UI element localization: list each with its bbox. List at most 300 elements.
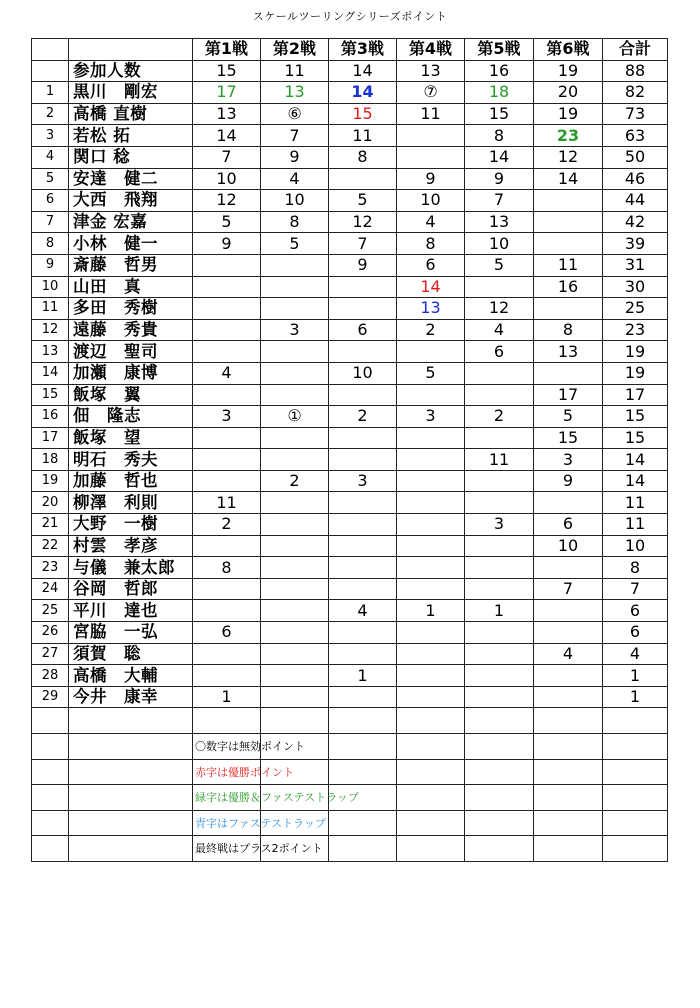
race-points [193,276,261,298]
race-points: 5 [193,211,261,233]
legend-blank [397,759,465,785]
table-row [32,622,668,644]
race-points [397,686,465,708]
total-points: 1 [603,686,668,708]
blank-cell [261,708,329,734]
rank-cell: 4 [32,146,69,168]
total-points: 14 [603,449,668,471]
race-points [329,492,397,514]
race-points: 5 [534,406,603,428]
table-row [32,362,668,384]
legend-note [193,734,305,760]
legend-blank [329,810,397,836]
table-row [32,211,668,233]
legend-blank [397,836,465,862]
table-row [32,449,668,471]
race-points: 23 [534,125,603,147]
legend-text: 緑字は優勝＆ファステストラップ [195,791,359,805]
race-points [329,341,397,363]
legend-blank [465,785,534,811]
rider-name: 高橋 直樹 [69,103,193,125]
race-points: 6 [534,514,603,536]
legend-blank [534,810,603,836]
header-total: 合計 [603,39,668,61]
rider-name: 若松 拓 [69,125,193,147]
race-points: 11 [534,254,603,276]
race-points [465,362,534,384]
participants-count: 11 [261,60,329,82]
race-points: 6 [193,622,261,644]
race-points: 12 [534,146,603,168]
race-points [397,125,465,147]
legend-blank [32,810,69,836]
rank-cell: 17 [32,427,69,449]
race-points: 1 [397,600,465,622]
race-points [193,578,261,600]
total-points: 17 [603,384,668,406]
rank-cell: 29 [32,686,69,708]
race-points [534,557,603,579]
legend-blank [69,810,193,836]
total-points: 11 [603,492,668,514]
race-points: 10 [465,233,534,255]
total-points: 50 [603,146,668,168]
legend-note [193,785,359,811]
race-points: 13 [534,341,603,363]
race-points [261,362,329,384]
race-points [534,665,603,687]
race-points [329,535,397,557]
race-points: 9 [193,233,261,255]
race-points [397,578,465,600]
rank-cell: 5 [32,168,69,190]
total-points: 82 [603,82,668,104]
race-points [261,492,329,514]
race-points [534,190,603,212]
legend-note [193,810,326,836]
rank-cell: 19 [32,470,69,492]
race-points [534,233,603,255]
race-points [329,622,397,644]
blank-cell [465,708,534,734]
race-points: 8 [261,211,329,233]
total-points: 25 [603,298,668,320]
rider-name: 加瀬 康博 [69,362,193,384]
race-points [397,449,465,471]
legend-blank [329,759,397,785]
race-points: 5 [261,233,329,255]
race-points [397,514,465,536]
race-points [193,665,261,687]
rank-cell: 23 [32,557,69,579]
header-race-2: 第2戦 [261,39,329,61]
legend-blank [603,836,668,862]
race-points: 11 [329,125,397,147]
table-row [32,190,668,212]
rank-cell: 21 [32,514,69,536]
rider-name: 渡辺 聖司 [69,341,193,363]
race-points: 10 [329,362,397,384]
race-points [465,470,534,492]
total-points: 63 [603,125,668,147]
rider-name: 須賀 聡 [69,643,193,665]
race-points: 12 [465,298,534,320]
table-row [32,557,668,579]
race-points [397,427,465,449]
race-points: 3 [261,319,329,341]
rider-name: 谷岡 哲郎 [69,578,193,600]
race-points: 2 [193,514,261,536]
total-points: 4 [603,643,668,665]
race-points: 7 [465,190,534,212]
rider-name: 佃 隆志 [69,406,193,428]
legend-blank [397,810,465,836]
race-points: 2 [397,319,465,341]
total-points: 44 [603,190,668,212]
race-points [193,319,261,341]
race-points: 10 [534,535,603,557]
total-points: 7 [603,578,668,600]
total-points: 14 [603,470,668,492]
race-points [193,449,261,471]
race-points: 8 [193,557,261,579]
race-points [261,622,329,644]
race-points [193,535,261,557]
table-row [32,146,668,168]
race-points [261,686,329,708]
race-points: 9 [534,470,603,492]
race-points [261,535,329,557]
race-points: 4 [397,211,465,233]
blank-cell [329,708,397,734]
rank-cell: 7 [32,211,69,233]
race-points: 2 [465,406,534,428]
race-points [534,298,603,320]
header-race-1: 第1戦 [193,39,261,61]
race-points [465,384,534,406]
race-points: 17 [193,82,261,104]
rank-cell: 16 [32,406,69,428]
race-points: 4 [465,319,534,341]
table-row [32,665,668,687]
legend-blank [32,734,69,760]
legend-blank [603,759,668,785]
race-points: 1 [329,665,397,687]
rider-name: 大野 一樹 [69,514,193,536]
rank-cell: 10 [32,276,69,298]
rider-name: 関口 稔 [69,146,193,168]
race-points: 1 [465,600,534,622]
race-points: ① [261,406,329,428]
legend-blank [32,785,69,811]
total-points: 19 [603,362,668,384]
header-row [32,39,668,61]
participants-count: 15 [193,60,261,82]
total-points: 31 [603,254,668,276]
race-points: 3 [397,406,465,428]
blank-row [32,708,668,734]
race-points [465,665,534,687]
table-row [32,341,668,363]
total-points: 19 [603,341,668,363]
race-points [261,643,329,665]
race-points [465,427,534,449]
table-row [32,233,668,255]
rank-cell: 14 [32,362,69,384]
table-row [32,384,668,406]
race-points: 2 [329,406,397,428]
total-points: 6 [603,622,668,644]
blank-cell [397,708,465,734]
total-points: 39 [603,233,668,255]
race-points [465,643,534,665]
total-points: 46 [603,168,668,190]
total-points: 8 [603,557,668,579]
header-race-3: 第3戦 [329,39,397,61]
rank-cell: 25 [32,600,69,622]
total-points: 23 [603,319,668,341]
table-row [32,103,668,125]
race-points [193,254,261,276]
rider-name: 平川 達也 [69,600,193,622]
legend-blank [465,836,534,862]
table-row [32,578,668,600]
race-points [193,600,261,622]
race-points: 8 [465,125,534,147]
race-points [261,341,329,363]
race-points: 17 [534,384,603,406]
rider-name: 斎藤 哲男 [69,254,193,276]
race-points: 11 [465,449,534,471]
rank-cell: 9 [32,254,69,276]
race-points: ⑥ [261,103,329,125]
blank-cell [603,708,668,734]
participants-row [32,60,668,82]
table-row [32,427,668,449]
table-row [32,298,668,320]
legend-blank [32,836,69,862]
race-points [534,362,603,384]
race-points: 1 [193,686,261,708]
race-points: 7 [193,146,261,168]
legend-blank [465,810,534,836]
legend-blank [397,785,465,811]
table-row [32,492,668,514]
race-points [261,254,329,276]
race-points [261,384,329,406]
legend-blank [534,836,603,862]
race-points [397,470,465,492]
rank-cell: 6 [32,190,69,212]
race-points: 4 [534,643,603,665]
race-points: 14 [193,125,261,147]
table-row [32,535,668,557]
legend-text: 最終戦はプラス2ポイント [195,842,323,856]
race-points: 9 [397,168,465,190]
legend-blank [69,836,193,862]
legend-note [193,836,323,862]
race-points: 18 [465,82,534,104]
race-points: 11 [193,492,261,514]
points-table [31,38,668,862]
total-points: 10 [603,535,668,557]
race-points: 12 [329,211,397,233]
legend-row [32,759,668,785]
legend-blank [534,759,603,785]
rider-name: 与儀 兼太郎 [69,557,193,579]
table-row [32,168,668,190]
race-points [193,298,261,320]
legend-note [193,759,294,785]
race-points: 8 [534,319,603,341]
race-points: 10 [397,190,465,212]
race-points: 20 [534,82,603,104]
race-points [261,600,329,622]
race-points: 6 [329,319,397,341]
race-points: 11 [397,103,465,125]
race-points [329,557,397,579]
page-title: スケールツーリングシリーズポイント [252,10,448,23]
race-points: 16 [534,276,603,298]
total-points: 15 [603,427,668,449]
race-points [261,665,329,687]
legend-blank [329,734,397,760]
race-points: 15 [465,103,534,125]
rank-cell: 20 [32,492,69,514]
rider-name: 飯塚 翼 [69,384,193,406]
participants-blank [32,60,69,82]
race-points: 14 [329,82,397,104]
race-points: 13 [193,103,261,125]
race-points: 14 [534,168,603,190]
total-points: 6 [603,600,668,622]
race-points [261,578,329,600]
race-points [465,276,534,298]
total-points: 11 [603,514,668,536]
race-points [534,492,603,514]
table-row [32,319,668,341]
race-points: 3 [465,514,534,536]
rider-name: 大西 飛翔 [69,190,193,212]
legend-blank [465,759,534,785]
rank-cell: 13 [32,341,69,363]
legend-blank [397,734,465,760]
rank-cell: 3 [32,125,69,147]
rider-name: 飯塚 望 [69,427,193,449]
header-race-6: 第6戦 [534,39,603,61]
table-row [32,406,668,428]
total-points: 15 [603,406,668,428]
race-points [465,492,534,514]
race-points [329,168,397,190]
table-row [32,125,668,147]
race-points [261,514,329,536]
race-points: 13 [465,211,534,233]
race-points: 12 [193,190,261,212]
race-points: 3 [534,449,603,471]
total-points: 1 [603,665,668,687]
race-points [534,211,603,233]
race-points: 15 [534,427,603,449]
race-points [534,600,603,622]
rank-cell: 28 [32,665,69,687]
race-points [329,276,397,298]
race-points: 8 [397,233,465,255]
race-points [261,298,329,320]
total-points: 73 [603,103,668,125]
participants-label: 参加人数 [69,60,193,82]
race-points [329,298,397,320]
race-points: 7 [261,125,329,147]
race-points: 5 [397,362,465,384]
race-points [193,427,261,449]
race-points: 3 [193,406,261,428]
race-points [193,384,261,406]
rider-name: 津金 宏嘉 [69,211,193,233]
race-points [193,643,261,665]
race-points [329,686,397,708]
table-row [32,600,668,622]
race-points [261,427,329,449]
legend-text: 赤字は優勝ポイント [195,765,294,779]
race-points: 19 [534,103,603,125]
race-points [329,384,397,406]
race-points: 14 [465,146,534,168]
rider-name: 遠藤 秀貴 [69,319,193,341]
participants-count: 19 [534,60,603,82]
race-points: 10 [193,168,261,190]
race-points [534,686,603,708]
table-row [32,82,668,104]
rider-name: 村雲 孝彦 [69,535,193,557]
table-row [32,254,668,276]
rider-name: 高橋 大輔 [69,665,193,687]
legend-row [32,785,668,811]
participants-count: 16 [465,60,534,82]
race-points [261,557,329,579]
rank-cell: 8 [32,233,69,255]
legend-text: 〇数字は無効ポイント [195,740,305,753]
legend-blank [69,759,193,785]
race-points [397,535,465,557]
rank-cell: 22 [32,535,69,557]
race-points: 15 [329,103,397,125]
race-points [397,146,465,168]
race-points [397,622,465,644]
rider-name: 今井 康幸 [69,686,193,708]
legend-blank [329,836,397,862]
legend-blank [32,759,69,785]
race-points: 9 [261,146,329,168]
race-points [465,578,534,600]
participants-count: 14 [329,60,397,82]
header-blank-name [69,39,193,61]
race-points [329,643,397,665]
rank-cell: 2 [32,103,69,125]
race-points [397,643,465,665]
blank-cell [69,708,193,734]
rider-name: 黒川 剛宏 [69,82,193,104]
table-row [32,470,668,492]
rank-cell: 15 [32,384,69,406]
race-points [261,449,329,471]
rank-cell: 24 [32,578,69,600]
rank-cell: 27 [32,643,69,665]
race-points: 4 [261,168,329,190]
race-points: 9 [329,254,397,276]
rider-name: 多田 秀樹 [69,298,193,320]
race-points [329,578,397,600]
